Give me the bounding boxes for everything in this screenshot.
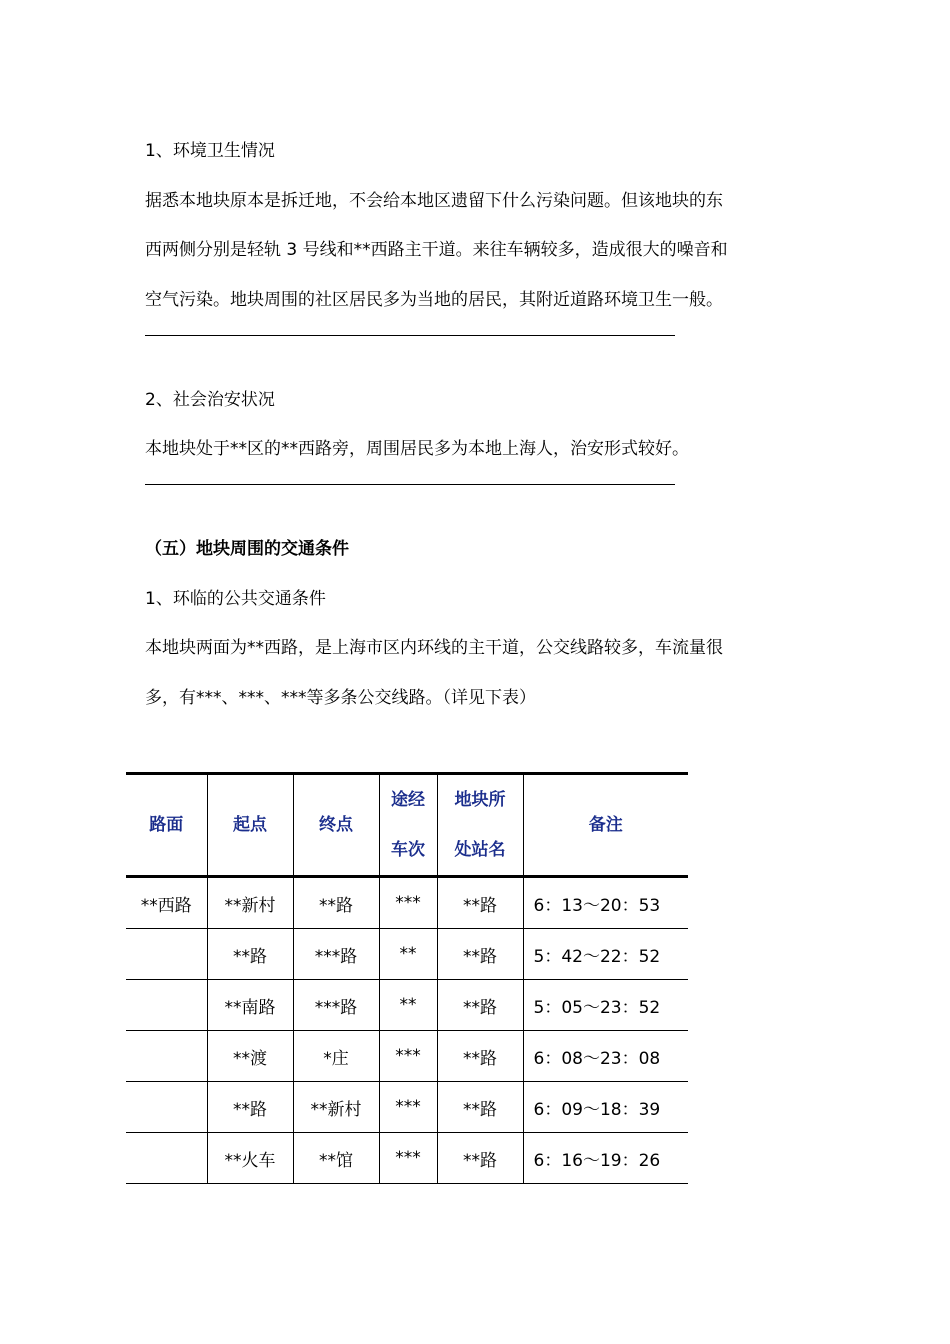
table-row (126, 1082, 688, 1133)
bus-routes-table (126, 772, 688, 1184)
header-route-line-1: 途经 (391, 790, 425, 810)
env-paragraph-line-3: 空气污染。地块周围的社区居民多为当地的居民，其附近道路环境卫生一般。 (145, 290, 723, 310)
cell-road (126, 929, 207, 980)
env-heading: 1、环境卫生情况 (145, 141, 275, 161)
cell-end: *庄 (293, 1031, 379, 1082)
env-paragraph-line-1: 据悉本地块原本是拆迁地，不会给本地区遗留下什么污染问题。但该地块的东 (145, 191, 723, 211)
cell-station: **路 (437, 980, 523, 1031)
cell-start: **新村 (207, 877, 293, 929)
cell-note: 5：05～23：52 (523, 980, 688, 1031)
cell-start: **渡 (207, 1031, 293, 1082)
cell-end: **路 (293, 877, 379, 929)
cell-route: ** (379, 980, 437, 1031)
table-row (126, 1031, 688, 1082)
header-road: 路面 (126, 774, 207, 877)
cell-route: *** (379, 1082, 437, 1133)
cell-note: 6：09～18：39 (523, 1082, 688, 1133)
header-route (379, 774, 437, 877)
traffic-section-heading: （五）地块周围的交通条件 (145, 539, 349, 559)
header-end: 终点 (293, 774, 379, 877)
cell-route: *** (379, 1133, 437, 1184)
cell-note: 6：13～20：53 (523, 877, 688, 929)
header-station-line-1: 地块所 (454, 790, 506, 810)
table-row (126, 1133, 688, 1184)
table-row (126, 877, 688, 929)
cell-station: **路 (437, 929, 523, 980)
cell-station: **路 (437, 877, 523, 929)
cell-note: 6：08～23：08 (523, 1031, 688, 1082)
transit-heading: 1、环临的公共交通条件 (145, 589, 326, 609)
cell-end: **新村 (293, 1082, 379, 1133)
header-station (437, 774, 523, 877)
cell-start: **路 (207, 1082, 293, 1133)
cell-road: **西路 (126, 877, 207, 929)
cell-route: ** (379, 929, 437, 980)
header-route-line-2: 车次 (391, 840, 425, 860)
table-header-row (126, 774, 688, 877)
cell-end: ***路 (293, 929, 379, 980)
cell-route: *** (379, 1031, 437, 1082)
cell-station: **路 (437, 1133, 523, 1184)
cell-road (126, 980, 207, 1031)
transit-paragraph-line-1: 本地块两面为**西路，是上海市区内环线的主干道，公交线路较多，车流量很 (145, 638, 723, 658)
cell-start: **南路 (207, 980, 293, 1031)
transit-paragraph-line-2: 多，有***、***、***等多条公交线路。（详见下表） (145, 688, 536, 708)
header-note: 备注 (523, 774, 688, 877)
cell-station: **路 (437, 1031, 523, 1082)
cell-end: **馆 (293, 1133, 379, 1184)
cell-note: 6：16～19：26 (523, 1133, 688, 1184)
cell-route: *** (379, 877, 437, 929)
cell-start: **路 (207, 929, 293, 980)
header-station-line-2: 处站名 (454, 840, 506, 860)
cell-road (126, 1133, 207, 1184)
security-heading: 2、社会治安状况 (145, 390, 275, 410)
cell-end: ***路 (293, 980, 379, 1031)
cell-note: 5：42～22：52 (523, 929, 688, 980)
table-row (126, 929, 688, 980)
cell-start: **火车 (207, 1133, 293, 1184)
cell-station: **路 (437, 1082, 523, 1133)
cell-road (126, 1031, 207, 1082)
header-start: 起点 (207, 774, 293, 877)
divider-line (145, 335, 675, 336)
security-paragraph: 本地块处于**区的**西路旁，周围居民多为本地上海人，治安形式较好。 (145, 439, 689, 459)
table-row (126, 980, 688, 1031)
env-paragraph-line-2: 西两侧分别是轻轨 3 号线和**西路主干道。来往车辆较多，造成很大的噪音和 (145, 240, 728, 260)
divider-line (145, 484, 675, 485)
cell-road (126, 1082, 207, 1133)
